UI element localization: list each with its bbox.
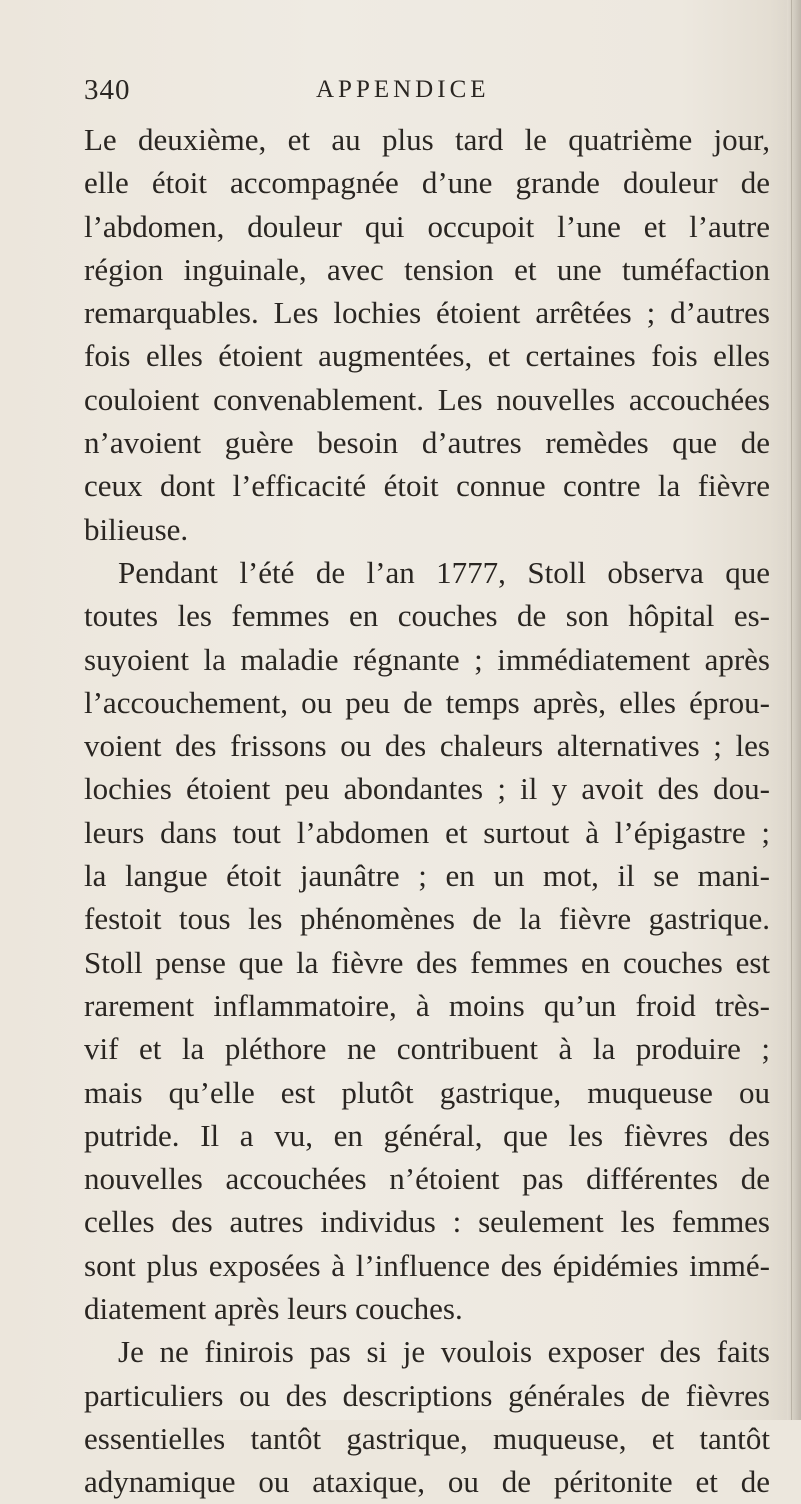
text-line: Je ne finirois pas si je voulois exposer des faits: [118, 1334, 770, 1370]
text-line: particuliers ou des descriptions générales de fièvres: [84, 1377, 770, 1413]
page-edge-shadow: [787, 0, 801, 1420]
body-text: [84, 118, 770, 1504]
text-line: bilieuse.: [84, 511, 189, 547]
text-line: elle étoit accompagnée d’une grande douleur de: [84, 165, 770, 201]
text-line: mais qu’elle est plutôt gastrique, muqueuse ou: [84, 1074, 770, 1110]
page-header: [84, 74, 764, 114]
text-line: nouvelles accouchées n’étoient pas différentes de: [84, 1161, 770, 1197]
text-line: fois elles étoient augmentées, et certaines fois elles: [84, 338, 770, 374]
running-head: APPENDICE: [316, 76, 490, 103]
text-line: ceux dont l’efficacité étoit connue contre la fièvre: [84, 468, 770, 504]
text-line: vif et la pléthore ne contribuent à la produire ;: [84, 1031, 770, 1067]
text-line: rarement inflammatoire, à moins qu’un froid très-: [84, 987, 770, 1023]
text-line: leurs dans tout l’abdomen et surtout à l’épigastre ;: [84, 814, 770, 850]
text-line: région inguinale, avec tension et une tuméfaction: [84, 251, 770, 287]
text-line: Stoll pense que la fièvre des femmes en couches est: [84, 944, 770, 980]
text-line: la langue étoit jaunâtre ; en un mot, il se mani-: [84, 858, 770, 894]
text-line: festoit tous les phénomènes de la fièvre gastrique.: [84, 901, 770, 937]
text-line: l’abdomen, douleur qui occupoit l’une et l’autre: [84, 208, 770, 244]
text-line: adynamique ou ataxique, ou de péritonite et de: [84, 1464, 770, 1500]
text-line: toutes les femmes en couches de son hôpital es-: [84, 598, 770, 634]
text-line: voient des frissons ou des chaleurs alternatives ; les: [84, 728, 770, 764]
text-line: essentielles tantôt gastrique, muqueuse, et tantôt: [84, 1420, 770, 1456]
text-line: remarquables. Les lochies étoient arrêtées ; d’autres: [84, 295, 770, 331]
text-line: Pendant l’été de l’an 1777, Stoll observa que: [118, 554, 770, 590]
text-line: l’accouchement, ou peu de temps après, elles éprou-: [84, 684, 770, 720]
text-line: diatement après leurs couches.: [84, 1291, 463, 1327]
text-line: sont plus exposées à l’influence des épidémies immé-: [84, 1247, 770, 1283]
text-line: couloient convenablement. Les nouvelles accouchées: [84, 381, 770, 417]
text-line: putride. Il a vu, en général, que les fièvres des: [84, 1117, 770, 1153]
text-line: Le deuxième, et au plus tard le quatrième jour,: [84, 122, 770, 157]
page-number: 340: [84, 74, 131, 106]
text-line: celles des autres individus : seulement les femmes: [84, 1204, 770, 1240]
text-line: suyoient la maladie régnante ; immédiatement après: [84, 641, 770, 677]
text-line: lochies étoient peu abondantes ; il y avoit des dou-: [84, 771, 770, 807]
page-edge-line: [791, 0, 792, 1420]
text-line: n’avoient guère besoin d’autres remèdes que de: [84, 425, 770, 461]
